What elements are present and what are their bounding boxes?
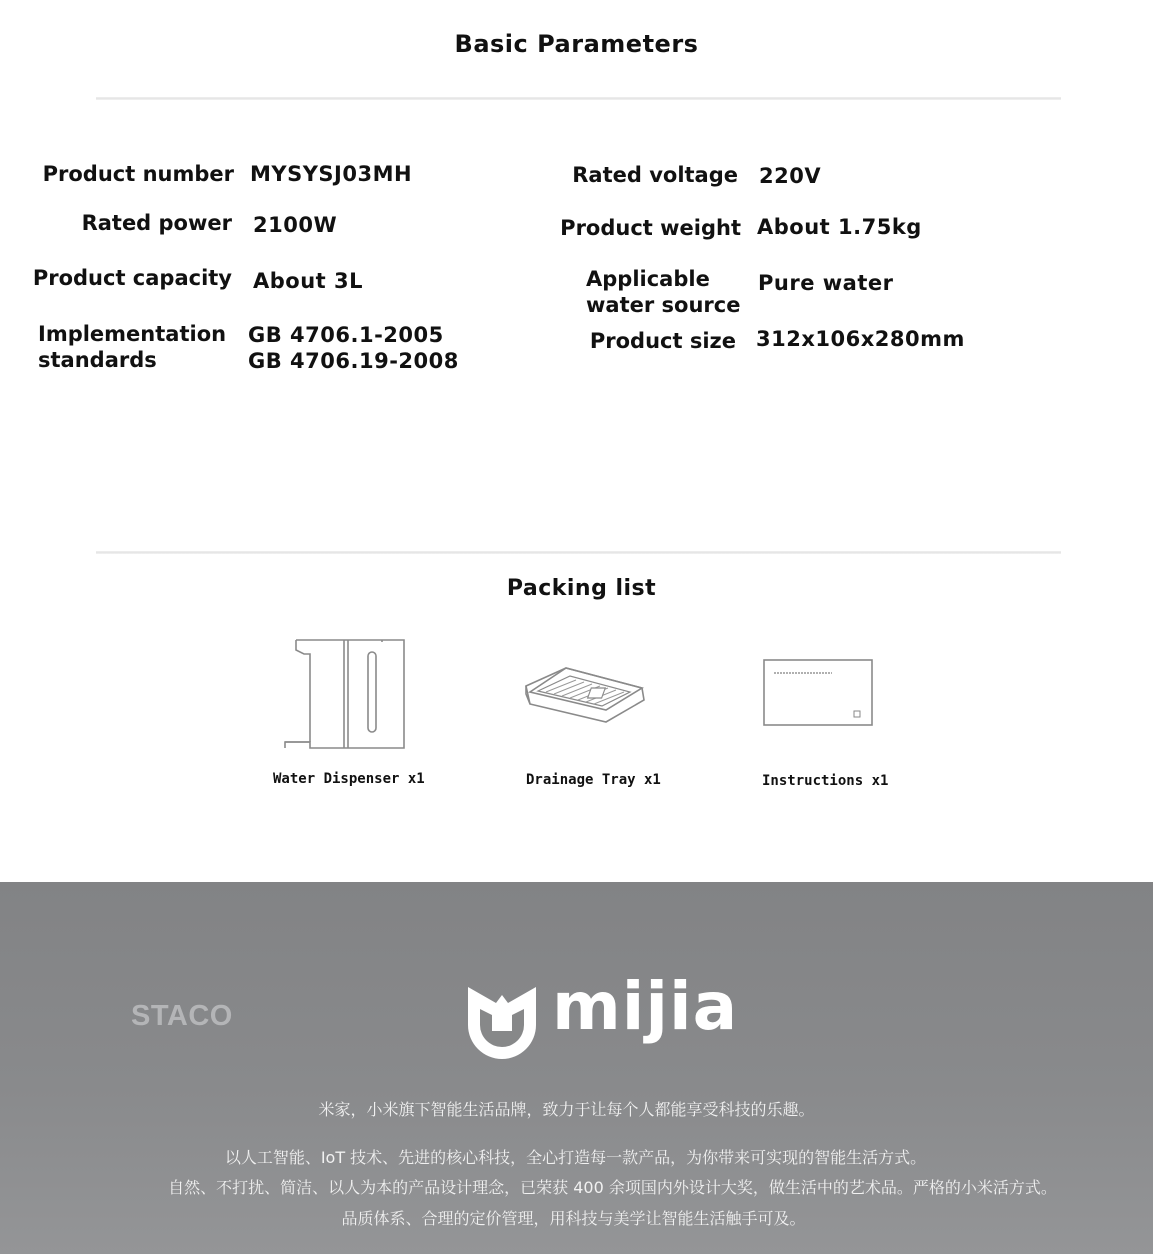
param-value-implementation-standards bbox=[248, 322, 459, 374]
param-label-product-capacity: Product capacity bbox=[32, 266, 232, 290]
param-value-applicable-water-source: Pure water bbox=[758, 271, 894, 295]
top-divider bbox=[96, 97, 1061, 100]
basic-parameters-title: Basic Parameters bbox=[454, 30, 699, 58]
param-label-rated-voltage: Rated voltage bbox=[572, 163, 738, 187]
packing-caption-drainage-tray: Drainage Tray x1 bbox=[526, 772, 661, 788]
param-value-product-size: 312x106x280mm bbox=[756, 327, 965, 351]
param-value-product-weight: About 1.75kg bbox=[757, 215, 922, 239]
instructions-booklet-icon bbox=[762, 658, 876, 728]
packing-list-title: Packing list bbox=[506, 576, 657, 601]
param-value-rated-power: 2100W bbox=[253, 213, 338, 237]
mijia-wordmark: mijia bbox=[552, 968, 739, 1045]
param-label-product-size: Product size bbox=[589, 329, 736, 353]
param-label-line: standards bbox=[38, 348, 157, 372]
param-value-line: GB 4706.1-2005 bbox=[248, 323, 444, 347]
footer-tagline: 米家，小米旗下智能生活品牌，致力于让每个人都能享受科技的乐趣。 bbox=[318, 1100, 815, 1119]
middle-divider bbox=[96, 551, 1061, 554]
param-value-line: GB 4706.19-2008 bbox=[248, 349, 459, 373]
param-value-product-capacity: About 3L bbox=[253, 269, 364, 293]
packing-caption-instructions: Instructions x1 bbox=[762, 773, 889, 789]
param-label-line: Implementation bbox=[38, 322, 227, 346]
param-label-rated-power: Rated power bbox=[81, 211, 232, 235]
param-label-product-number: Product number bbox=[42, 162, 234, 186]
param-label-line: water source bbox=[586, 293, 741, 317]
staco-watermark: STACO bbox=[131, 1000, 233, 1032]
param-label-line: Applicable bbox=[586, 267, 710, 291]
param-label-applicable-water-source bbox=[586, 266, 740, 318]
footer-description-line: 品质体系、合理的定价管理，用科技与美学让智能生活触手可及。 bbox=[341, 1209, 806, 1228]
brand-footer bbox=[0, 882, 1153, 1254]
drainage-tray-icon bbox=[522, 664, 648, 726]
water-dispenser-icon bbox=[282, 636, 410, 752]
param-value-rated-voltage: 220V bbox=[759, 164, 822, 188]
mijia-logo-icon bbox=[462, 983, 542, 1061]
footer-description-line: 以人工智能、IoT 技术、先进的核心科技，全心打造每一款产品，为你带来可实现的智能生活方式。 bbox=[224, 1148, 927, 1167]
footer-description-line: 自然、不打扰、简洁、以人为本的产品设计理念，已荣获 400 余项国内外设计大奖，做生活中的艺术品。严格的小米活方式。 bbox=[168, 1178, 1057, 1197]
param-label-implementation-standards bbox=[38, 321, 226, 373]
packing-caption-water-dispenser: Water Dispenser x1 bbox=[273, 771, 425, 787]
param-label-product-weight: Product weight bbox=[560, 216, 741, 240]
param-value-product-number: MYSYSJ03MH bbox=[250, 162, 413, 186]
